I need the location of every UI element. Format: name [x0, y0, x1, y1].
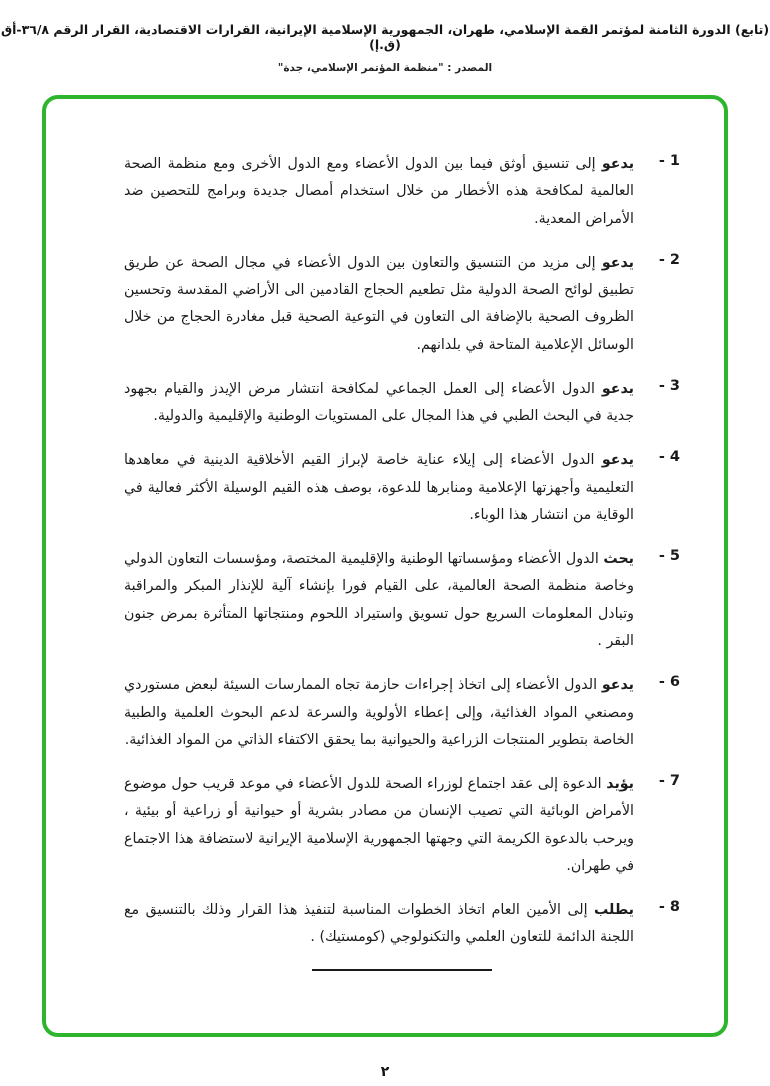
- resolution-border-box: [42, 95, 728, 1037]
- item-text: [124, 771, 634, 880]
- item-number: 1 -: [658, 153, 680, 169]
- resolution-item-8: [124, 897, 680, 952]
- item-text: [124, 151, 634, 233]
- resolution-list: [46, 99, 724, 985]
- resolution-item-7: [124, 771, 680, 880]
- item-text: [124, 376, 634, 431]
- item-lead: يؤيد: [606, 776, 634, 793]
- item-text: [124, 447, 634, 529]
- item-body: إلى الأمين العام اتخاذ الخطوات المناسبة لتنفيذ هذا القرار وذلك بالتنسيق مع اللجنة الدائمة للتعاون العلمي والتكنولوجي (كومستيك) .: [124, 902, 634, 946]
- item-number: 4 -: [658, 449, 680, 466]
- item-body: إلى مزيد من التنسيق والتعاون بين الدول الأعضاء في مجال الصحة عن طريق تطبيق لوائح الصحة الدولية مثل تطعيم الحجاج القادمين الى الأراضي المقدسة وتحسين الظروف الصحية بالإضافة الى التعاون في التوعية الصحية قبل مغادرة الحجاج من خلال الوسائل الإعلامية المتاحة في بلدانهم.: [124, 254, 634, 353]
- resolution-item-6: [124, 672, 680, 754]
- resolution-item-2: [124, 250, 680, 359]
- header-title: (تابع) الدورة الثامنة لمؤتمر القمة الإسلامي، طهران، الجمهورية الإسلامية الإيرانية، القرارات الاقتصادية، القرار الرقم ٣٦/٨-أق (ق.إ): [0, 22, 770, 52]
- item-body: الدعوة إلى عقد اجتماع لوزراء الصحة للدول الأعضاء في موعد قريب حول موضوع الأمراض الوبائية التي تصيب الإنسان من مصادر بشرية أو حيوانية أو زراعية أو بيئية ، ويرحب بالدعوة الكريمة التي وجهتها الجمهورية الإسلامية الإيرانية لاستضافة هذا الاجتماع في طهران.: [124, 776, 634, 874]
- item-text: [124, 250, 634, 359]
- item-number: 2 -: [658, 251, 680, 268]
- item-lead: يدعو: [601, 677, 634, 694]
- item-lead: يدعو: [601, 156, 635, 172]
- resolution-item-4: [124, 447, 680, 529]
- item-number: 3 -: [658, 377, 680, 394]
- header-source: المصدر : "منظمة المؤتمر الإسلامي، جدة": [277, 62, 493, 74]
- item-lead: يطلب: [594, 902, 634, 919]
- page-header: [0, 0, 770, 74]
- item-number: 5 -: [658, 548, 680, 565]
- item-body: إلى تنسيق أوثق فيما بين الدول الأعضاء ومع الدول الأخرى ومع منظمة الصحة العالمية لمكافحة هذه الأخطار من خلال استخدام أمصال جديدة وبرامج للتحصين ضد الأمراض المعدية.: [124, 156, 634, 227]
- item-lead: يحث: [603, 551, 634, 568]
- item-body: الدول الأعضاء إلى العمل الجماعي لمكافحة انتشار مرض الإيدز والقيام بجهود جدية في البحث الطبي في هذا المجال على المستويات الوطنية والإقليمية والدولية.: [124, 380, 634, 425]
- footnote-rule: [312, 969, 492, 971]
- resolution-item-5: [124, 546, 680, 655]
- item-text: [124, 897, 634, 952]
- item-number: 7 -: [658, 773, 680, 790]
- item-text: [124, 546, 634, 655]
- item-lead: يدعو: [601, 254, 634, 271]
- item-body: الدول الأعضاء إلى اتخاذ إجراءات حازمة تجاه الممارسات السيئة لبعض مستوردي ومصنعي المواد الغذائية، وإلى إعطاء الأولوية والسرعة لدعم البحوث العلمية والطبية الخاصة بتطوير المنتجات الزراعية والحيوانية بما يحقق الاكتفاء الذاتي من المواد الغذائية.: [124, 677, 634, 748]
- resolution-item-3: [124, 376, 680, 431]
- item-lead: يدعو: [601, 380, 634, 397]
- item-body: الدول الأعضاء ومؤسساتها الوطنية والإقليمية المختصة، ومؤسسات التعاون الدولي وخاصة منظمة الصحة العالمية، على القيام فورا بإنشاء آلية للإنذار المبكر والمراقبة وتبادل المعلومات السريع حول تسويق واستيراد اللحوم ومنتجاتها المتأثرة بمرض جنون البقر .: [124, 551, 634, 649]
- resolution-item-1: [124, 151, 680, 233]
- item-number: 8 -: [658, 899, 680, 916]
- page-number: ٢: [380, 1064, 390, 1080]
- item-number: 6 -: [658, 674, 680, 691]
- item-lead: يدعو: [601, 452, 634, 469]
- item-text: [124, 672, 634, 754]
- item-body: الدول الأعضاء إلى إيلاء عناية خاصة لإبراز القيم الأخلاقية الدينية في معاهدها التعليمية وأجهزتها الإعلامية ومنابرها للدعوة، بوصف هذه القيم الوسيلة الأكثر فعالية في الوقاية من انتشار هذا الوباء.: [124, 452, 634, 523]
